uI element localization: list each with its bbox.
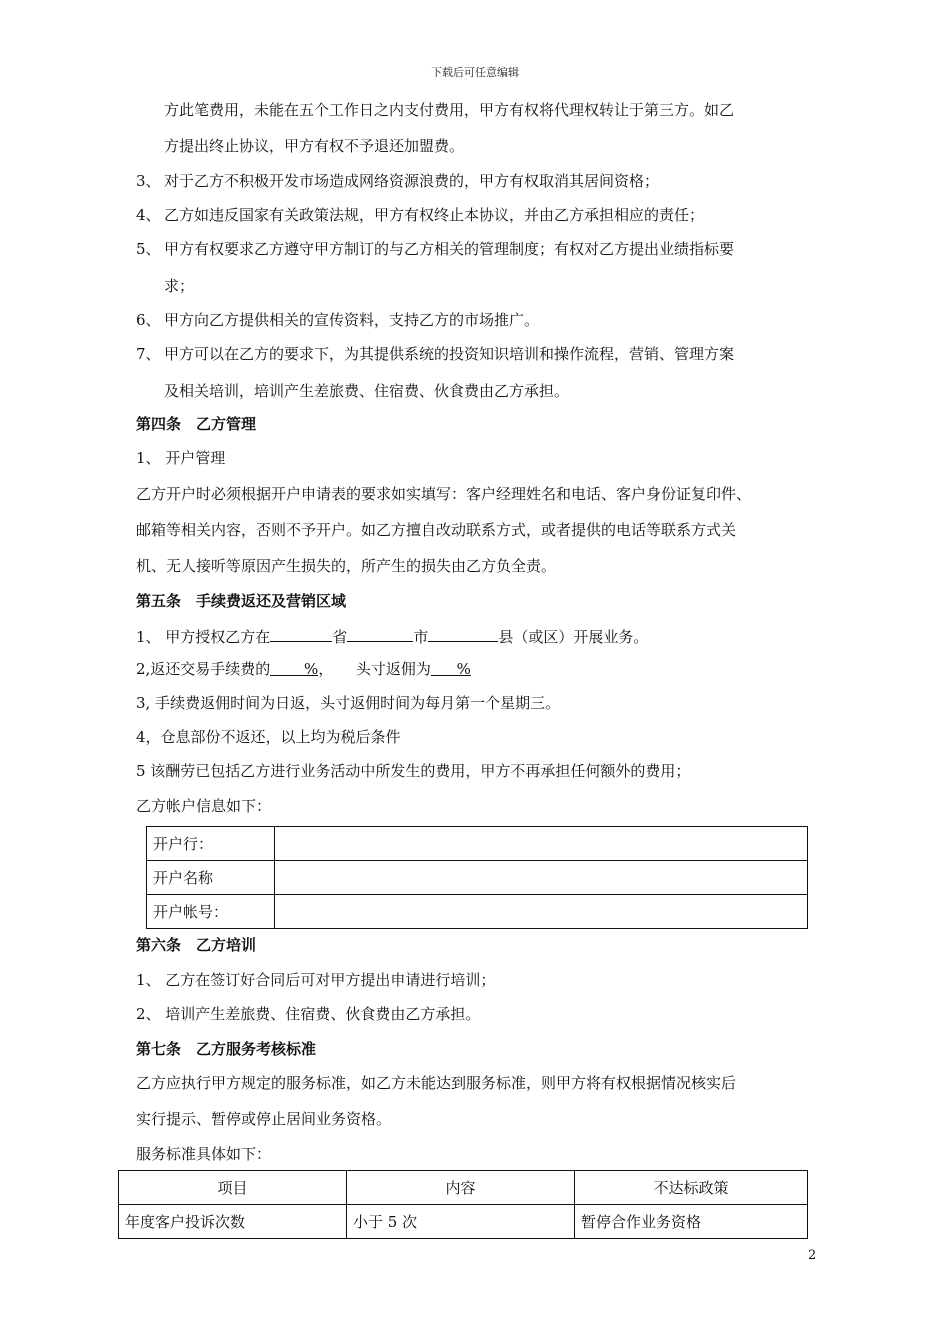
service-standard-title: 服务标准具体如下：	[136, 1145, 272, 1163]
city-blank[interactable]	[347, 625, 413, 642]
column-header: 内容	[347, 1171, 575, 1205]
column-header: 项目	[119, 1171, 347, 1205]
table-header-row	[119, 1171, 808, 1205]
table-cell: 小于 5 次	[347, 1205, 575, 1239]
article5-line: 3, 手续费返佣时间为日返，头寸返佣时间为每月第一个星期三。	[136, 694, 561, 712]
rebate-text-1: 2,返还交易手续费的	[136, 660, 271, 678]
page-number: 2	[808, 1248, 817, 1263]
item-text: 甲方可以在乙方的要求下，为其提供系统的投资知识培训和操作流程，营销、管理方案	[164, 345, 735, 363]
item-continuation: 求；	[164, 277, 195, 295]
region-text-1: 1、 甲方授权乙方在	[136, 628, 271, 646]
table-row	[147, 861, 808, 895]
page-header: 下载后可任意编辑	[431, 66, 519, 79]
article7-paragraph-line: 乙方应执行甲方规定的服务标准，如乙方未能达到服务标准，则甲方将有权根据情况核实后	[136, 1074, 737, 1092]
item-text: 甲方有权要求乙方遵守甲方制订的与乙方相关的管理制度；有权对乙方提出业绩指标要	[164, 240, 735, 258]
article3-continuation-line: 方提出终止协议，甲方有权不予退还加盟费。	[164, 137, 465, 155]
article3-item	[136, 171, 659, 191]
item-text: 甲方向乙方提供相关的宣传资料，支持乙方的市场推广。	[164, 311, 540, 329]
account-value-cell[interactable]	[275, 861, 808, 895]
item-number: 3、	[136, 172, 161, 190]
article4-paragraph-line: 机、无人接听等原因产生损失的，所产生的损失由乙方负全责。	[136, 557, 557, 575]
article5-rebate-line	[136, 659, 471, 679]
item-number: 6、	[136, 311, 161, 329]
position-rebate-blank[interactable]: %	[431, 659, 471, 676]
article3-continuation-line: 方此笔费用，未能在五个工作日之内支付费用，甲方有权将代理权转让于第三方。如乙	[164, 101, 735, 119]
region-text-2: 省	[332, 628, 348, 646]
table-cell: 年度客户投诉次数	[119, 1205, 347, 1239]
item-text: 乙方如违反国家有关政策法规，甲方有权终止本协议，并由乙方承担相应的责任；	[164, 206, 705, 224]
article6-item: 1、 乙方在签订好合同后可对甲方提出申请进行培训；	[136, 971, 496, 989]
fee-rebate-blank[interactable]: %	[270, 659, 318, 676]
article3-item	[136, 344, 734, 364]
service-standard-table	[118, 1170, 808, 1239]
article4-paragraph-line: 乙方开户时必须根据开户申请表的要求如实填写：客户经理姓名和电话、客户身份证复印件、	[136, 485, 752, 503]
article3-item	[136, 239, 734, 259]
article5-region-line	[136, 625, 648, 647]
account-info-table	[146, 826, 808, 929]
table-row	[147, 895, 808, 929]
county-blank[interactable]	[428, 625, 498, 642]
account-label: 开户帐号：	[147, 895, 275, 929]
article7-title: 第七条 乙方服务考核标准	[136, 1040, 317, 1058]
account-value-cell[interactable]	[275, 895, 808, 929]
item-number: 5、	[136, 240, 161, 258]
table-row	[147, 827, 808, 861]
article3-item	[136, 205, 704, 225]
article4-subtitle: 1、 开户管理	[136, 449, 226, 467]
column-header: 不达标政策	[575, 1171, 808, 1205]
item-text: 对于乙方不积极开发市场造成网络资源浪费的，甲方有权取消其居间资格；	[164, 172, 660, 190]
account-label: 开户行：	[147, 827, 275, 861]
table-row	[119, 1205, 808, 1239]
rebate-text-2: ， 头寸返佣为	[318, 660, 431, 678]
table-cell: 暂停合作业务资格	[575, 1205, 808, 1239]
account-value-cell[interactable]	[275, 827, 808, 861]
province-blank[interactable]	[270, 625, 332, 642]
article6-title: 第六条 乙方培训	[136, 936, 257, 954]
region-text-3: 市	[413, 628, 429, 646]
article5-line: 5 该酬劳已包括乙方进行业务活动中所发生的费用，甲方不再承担任何额外的费用；	[136, 762, 691, 780]
item-continuation: 及相关培训，培训产生差旅费、住宿费、伙食费由乙方承担。	[164, 382, 570, 400]
article6-item: 2、 培训产生差旅费、住宿费、伙食费由乙方承担。	[136, 1005, 481, 1023]
article7-paragraph-line: 实行提示、暂停或停止居间业务资格。	[136, 1110, 392, 1128]
item-number: 7、	[136, 345, 161, 363]
article3-item	[136, 310, 539, 330]
article4-paragraph-line: 邮箱等相关内容，否则不予开户。如乙方擅自改动联系方式，或者提供的电话等联系方式关	[136, 521, 737, 539]
article4-title: 第四条 乙方管理	[136, 415, 257, 433]
item-number: 4、	[136, 206, 161, 224]
article5-title: 第五条 手续费返还及营销区域	[136, 592, 347, 610]
region-text-4: 县（或区）开展业务。	[498, 628, 649, 646]
article5-line: 4，仓息部份不返还，以上均为税后条件	[136, 728, 401, 746]
account-info-title: 乙方帐户信息如下：	[136, 797, 272, 815]
account-label: 开户名称	[147, 861, 275, 895]
